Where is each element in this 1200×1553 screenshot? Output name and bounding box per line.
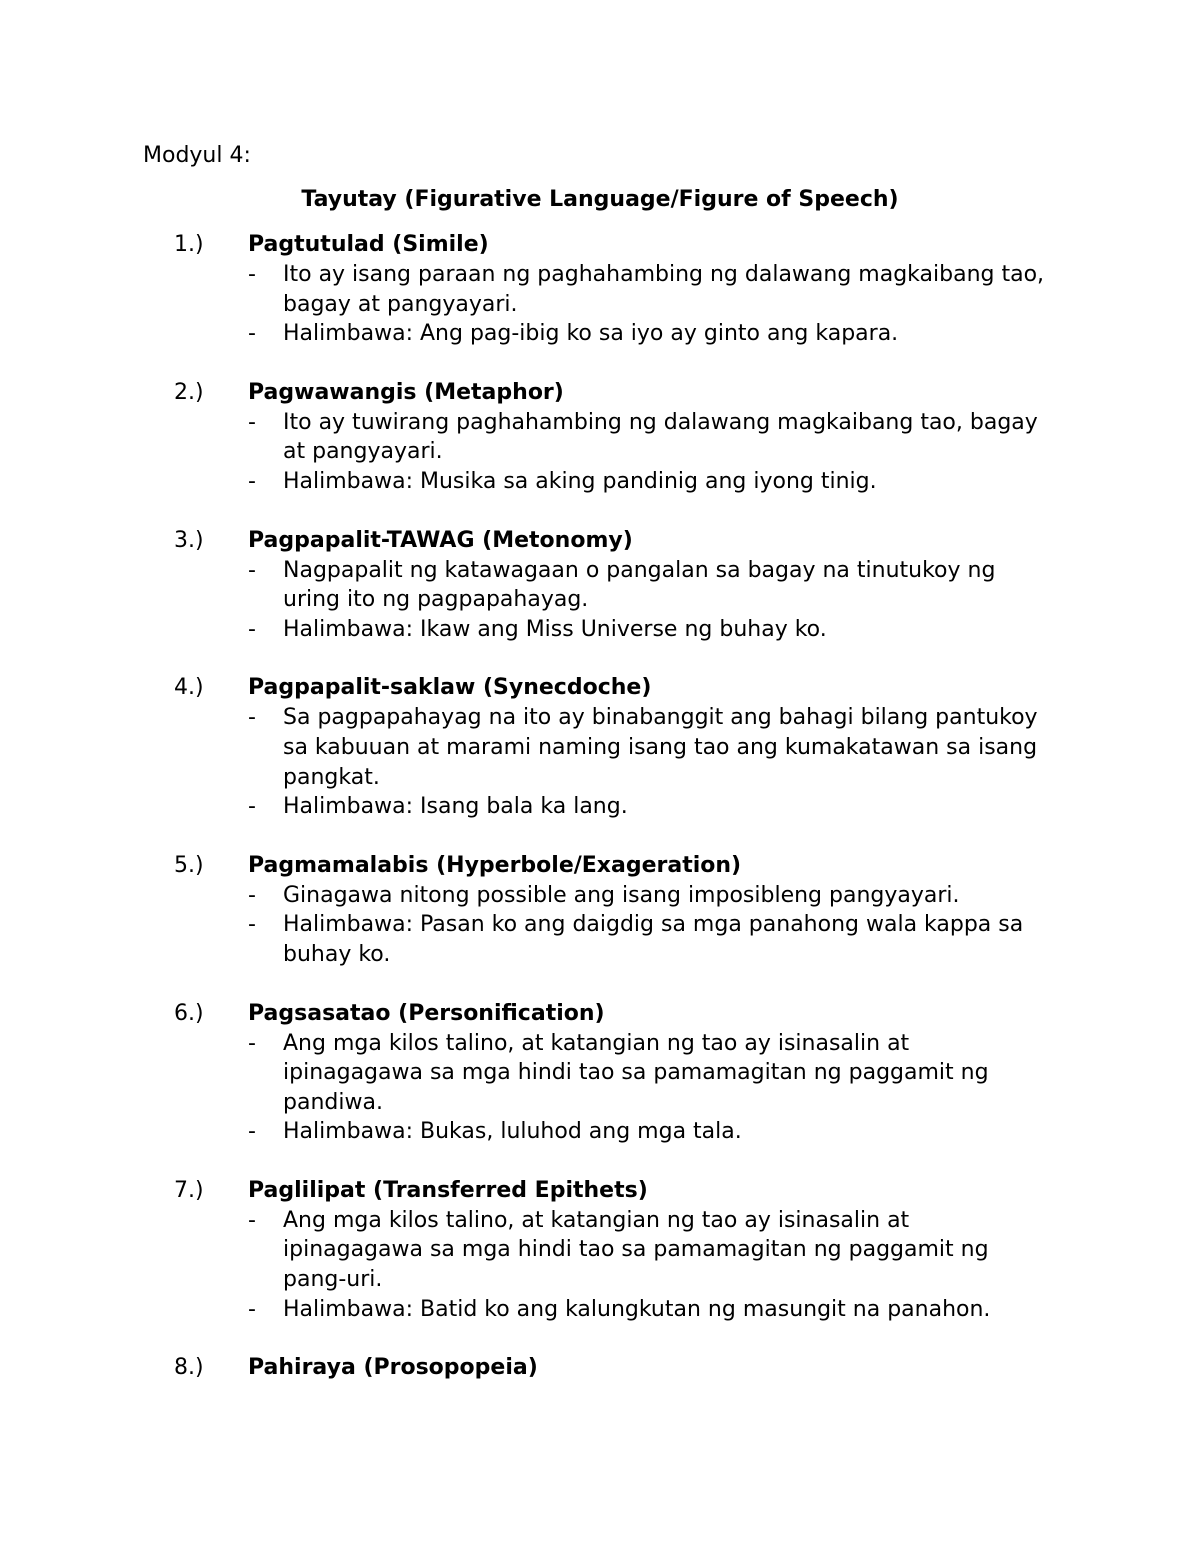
item-heading-row <box>0 230 1200 260</box>
dash-bullet-marker: - <box>248 557 256 583</box>
bullet-point <box>0 910 1053 969</box>
bullet-text: Halimbawa: Ikaw ang Miss Universe ng buhay ko. <box>283 616 827 642</box>
item-heading-row <box>0 378 1200 408</box>
item-heading-row <box>0 1353 1200 1383</box>
bullet-point <box>0 1295 1053 1325</box>
item-number: 4.) <box>174 675 204 701</box>
item-heading: Pagtutulad (Simile) <box>248 232 489 257</box>
bullet-point <box>0 881 1053 911</box>
dash-bullet-marker: - <box>248 705 256 731</box>
bullet-point <box>0 1029 1053 1118</box>
bullet-point <box>0 260 1053 319</box>
item-heading: Pagpapalit-saklaw (Synecdoche) <box>248 675 652 701</box>
item-number: 2.) <box>174 379 204 405</box>
item-heading: Pahiraya (Prosopopeia) <box>248 1355 538 1381</box>
bullet-text: Ginagawa nitong possible ang isang imposibleng pangyayari. <box>283 882 960 908</box>
dash-bullet-marker: - <box>248 882 256 908</box>
list-item <box>0 526 1200 645</box>
list-item <box>0 230 1200 349</box>
item-number: 8.) <box>174 1355 204 1381</box>
dash-bullet-marker: - <box>248 794 256 820</box>
item-number: 1.) <box>174 232 204 257</box>
item-number: 5.) <box>174 852 204 878</box>
item-number: 6.) <box>174 1000 204 1026</box>
dash-bullet-marker: - <box>248 912 256 938</box>
bullet-text: Halimbawa: Bukas, luluhod ang mga tala. <box>283 1119 742 1145</box>
item-heading-row <box>0 673 1200 703</box>
bullet-point <box>0 319 1053 349</box>
dash-bullet-marker: - <box>248 1119 256 1145</box>
bullet-text: Halimbawa: Batid ko ang kalungkutan ng masungit na panahon. <box>283 1296 991 1322</box>
item-number: 7.) <box>174 1177 204 1203</box>
bullet-point <box>0 556 1053 615</box>
bullet-text: Ito ay isang paraan ng paghahambing ng dalawang magkaibang tao, bagay at pangyayari. <box>283 262 1045 317</box>
bullet-text: Halimbawa: Ang pag-ibig ko sa iyo ay ginto ang kapara. <box>283 321 899 347</box>
bullet-text: Halimbawa: Isang bala ka lang. <box>283 794 628 820</box>
list-item <box>0 673 1200 821</box>
bullet-point <box>0 408 1053 467</box>
bullet-text: Ito ay tuwirang paghahambing ng dalawang magkaibang tao, bagay at pangyayari. <box>283 409 1038 465</box>
dash-bullet-marker: - <box>248 321 256 347</box>
item-heading: Paglilipat (Transferred Epithets) <box>248 1177 648 1203</box>
list-item <box>0 378 1200 497</box>
list-item <box>0 1353 1200 1383</box>
item-heading-row <box>0 999 1200 1029</box>
module-label: Modyul 4: <box>143 143 251 168</box>
document-title: Tayutay (Figurative Language/Figure of Speech) <box>301 187 899 212</box>
figure-of-speech-list <box>0 230 1200 1412</box>
bullet-text: Halimbawa: Musika sa aking pandinig ang iyong tinig. <box>283 468 877 494</box>
item-heading: Pagwawangis (Metaphor) <box>248 379 564 405</box>
list-item <box>0 1176 1200 1324</box>
bullet-text: Sa pagpapahayag na ito ay binabanggit ang bahagi bilang pantukoy sa kabuuan at marami naming isang tao ang kumakatawan sa isang pangkat. <box>283 705 1038 790</box>
dash-bullet-marker: - <box>248 262 256 287</box>
bullet-point <box>0 467 1053 497</box>
bullet-point <box>0 1117 1053 1147</box>
bullet-point <box>0 615 1053 645</box>
list-item <box>0 851 1200 970</box>
dash-bullet-marker: - <box>248 616 256 642</box>
bullet-text: Ang mga kilos talino, at katangian ng tao ay isinasalin at ipinagagawa sa mga hindi tao sa pamamagitan ng paggamit ng pandiwa. <box>283 1030 989 1115</box>
bullet-point <box>0 1206 1053 1295</box>
item-heading-row <box>0 851 1200 881</box>
dash-bullet-marker: - <box>248 468 256 494</box>
bullet-point <box>0 703 1053 792</box>
item-number: 3.) <box>174 527 204 553</box>
bullet-point <box>0 792 1053 822</box>
item-heading: Pagpapalit-TAWAG (Metonomy) <box>248 527 633 553</box>
dash-bullet-marker: - <box>248 1207 256 1233</box>
item-heading: Pagmamalabis (Hyperbole/Exageration) <box>248 852 742 878</box>
bullet-text: Nagpapalit ng katawagaan o pangalan sa bagay na tinutukoy ng uring ito ng pagpapahayag. <box>283 557 996 613</box>
item-heading: Pagsasatao (Personification) <box>248 1000 605 1026</box>
bullet-text: Halimbawa: Pasan ko ang daigdig sa mga panahong wala kappa sa buhay ko. <box>283 912 1024 967</box>
item-heading-row <box>0 526 1200 556</box>
item-heading-row <box>0 1176 1200 1206</box>
dash-bullet-marker: - <box>248 1030 256 1056</box>
list-item <box>0 999 1200 1147</box>
bullet-text: Ang mga kilos talino, at katangian ng tao ay isinasalin at ipinagagawa sa mga hindi tao sa pamamagitan ng paggamit ng pang-uri. <box>283 1207 989 1293</box>
dash-bullet-marker: - <box>248 409 256 435</box>
dash-bullet-marker: - <box>248 1296 256 1322</box>
